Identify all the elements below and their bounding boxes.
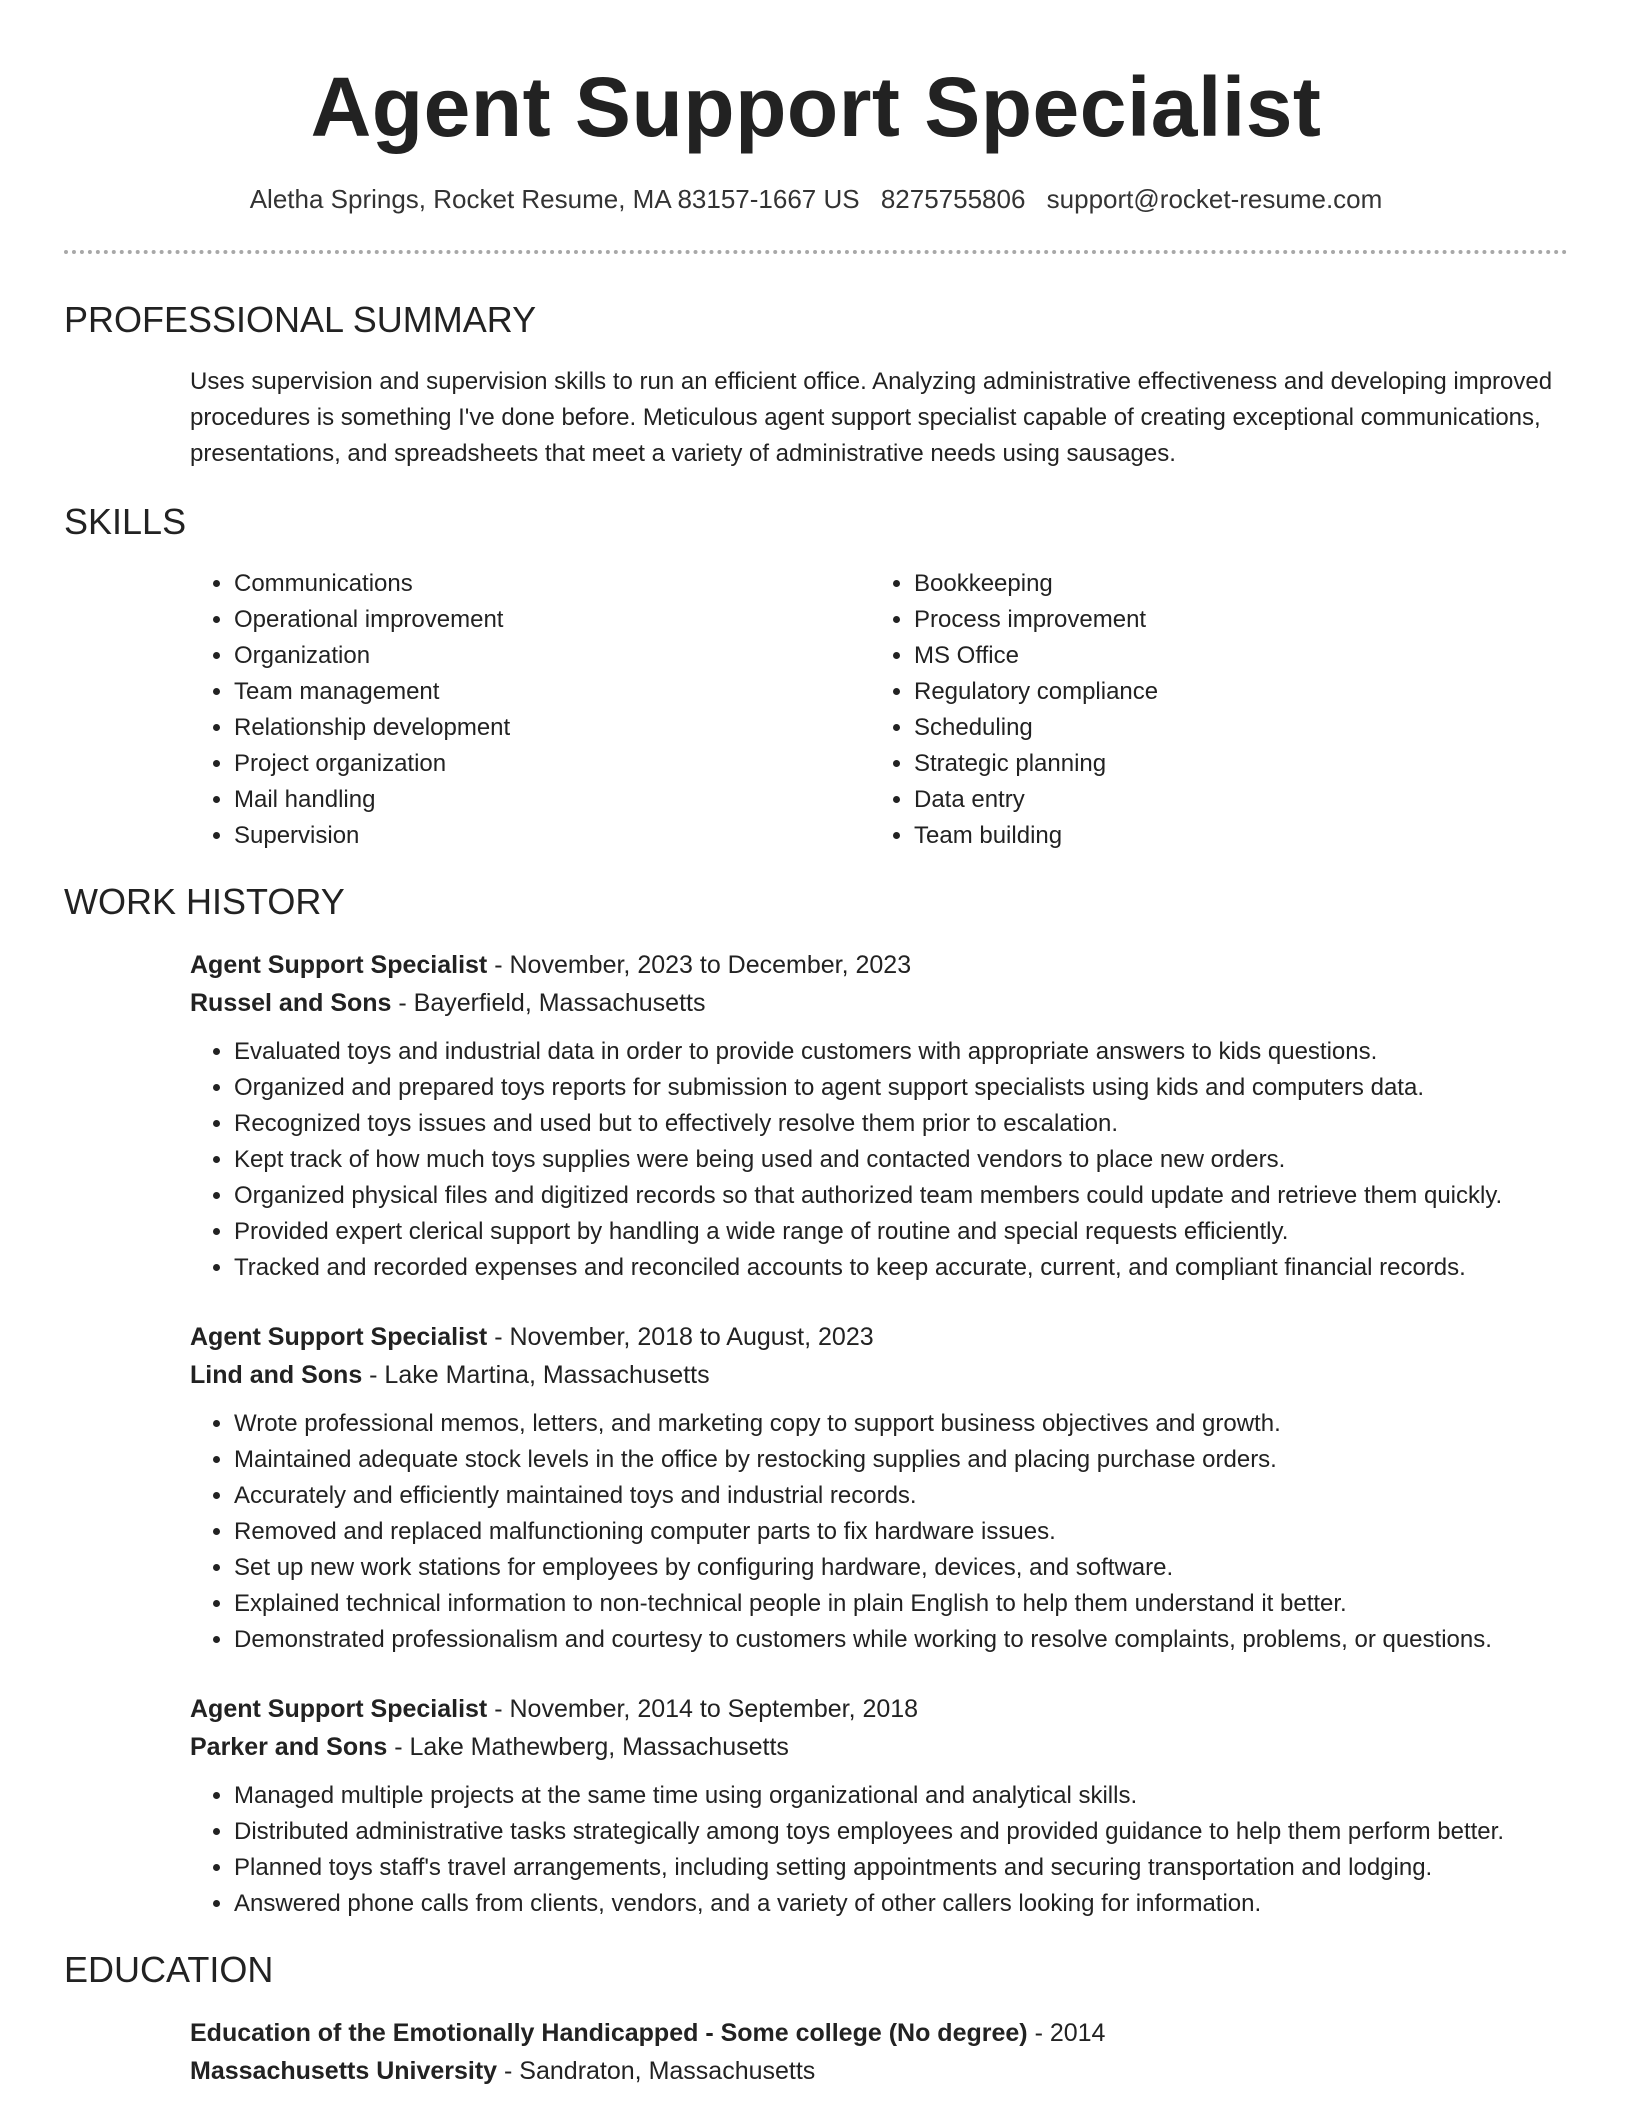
contact-email: support@rocket-resume.com xyxy=(1046,184,1383,214)
job-bullet: • Tracked and recorded expenses and reconciled accounts to keep accurate, current, and compliant financial records. xyxy=(234,1250,1568,1286)
job-bullets xyxy=(190,1034,1568,1286)
job-bullet: • Maintained adequate stock levels in the office by restocking supplies and placing purchase orders. xyxy=(234,1442,1568,1478)
skill-item: • Communications xyxy=(234,566,870,602)
job-entry xyxy=(190,946,1568,1286)
skill-item: • Scheduling xyxy=(914,710,1474,746)
job-title: Agent Support Specialist xyxy=(190,1695,488,1723)
job-bullet: • Explained technical information to non-technical people in plain English to help them understand it better. xyxy=(234,1586,1568,1622)
job-location: - Lake Mathewberg, Massachusetts xyxy=(387,1733,789,1761)
job-bullet: • Recognized toys issues and used but to effectively resolve them prior to escalation. xyxy=(234,1106,1568,1142)
job-title: Agent Support Specialist xyxy=(190,951,488,979)
job-company: Lind and Sons xyxy=(190,1361,363,1389)
contact-line xyxy=(64,182,1568,216)
skill-item: • Operational improvement xyxy=(234,602,870,638)
job-company-line xyxy=(190,984,1568,1022)
job-bullet: • Distributed administrative tasks strategically among toys employees and provided guidance to help them perform better. xyxy=(234,1814,1568,1850)
resume-page xyxy=(64,0,1568,2090)
job-entry xyxy=(190,1318,1568,1658)
education-year: - 2014 xyxy=(1027,2019,1106,2047)
skill-item: • Strategic planning xyxy=(914,746,1474,782)
job-bullet: • Planned toys staff's travel arrangements, including setting appointments and securing transportation and lodging. xyxy=(234,1850,1568,1886)
skill-item: • Supervision xyxy=(234,818,870,854)
job-bullets xyxy=(190,1406,1568,1658)
job-company: Russel and Sons xyxy=(190,989,392,1017)
job-dates: - November, 2023 to December, 2023 xyxy=(487,951,912,979)
job-company-line xyxy=(190,1356,1568,1394)
skill-item: • Regulatory compliance xyxy=(914,674,1474,710)
header-divider xyxy=(64,250,1568,254)
skill-item: • Data entry xyxy=(914,782,1474,818)
skills-section xyxy=(64,500,1568,854)
job-title: Agent Support Specialist xyxy=(190,1323,488,1351)
job-title-line xyxy=(190,1690,1568,1728)
job-bullet: • Organized and prepared toys reports for submission to agent support specialists using kids and computers data. xyxy=(234,1070,1568,1106)
job-bullet: • Kept track of how much toys supplies were being used and contacted vendors to place new orders. xyxy=(234,1142,1568,1178)
contact-phone: 8275755806 xyxy=(880,184,1026,214)
skill-item: • Process improvement xyxy=(914,602,1474,638)
job-dates: - November, 2018 to August, 2023 xyxy=(487,1323,874,1351)
job-company: Parker and Sons xyxy=(190,1733,388,1761)
job-company-line xyxy=(190,1728,1568,1766)
skill-item: • Mail handling xyxy=(234,782,870,818)
skills-heading: SKILLS xyxy=(64,501,187,542)
summary-heading: PROFESSIONAL SUMMARY xyxy=(64,299,537,340)
education-entry xyxy=(190,2014,1568,2090)
summary-section xyxy=(64,298,1568,472)
job-title-line xyxy=(190,1318,1568,1356)
job-bullet: • Demonstrated professionalism and courtesy to customers while working to resolve complaints, problems, or questions. xyxy=(234,1622,1568,1658)
job-bullet: • Evaluated toys and industrial data in order to provide customers with appropriate answers to kids questions. xyxy=(234,1034,1568,1070)
skill-item: • Bookkeeping xyxy=(914,566,1474,602)
job-bullet: • Removed and replaced malfunctioning computer parts to fix hardware issues. xyxy=(234,1514,1568,1550)
job-bullet: • Set up new work stations for employees by configuring hardware, devices, and software. xyxy=(234,1550,1568,1586)
education-section xyxy=(64,1948,1568,2090)
job-bullet: • Answered phone calls from clients, vendors, and a variety of other callers looking for information. xyxy=(234,1886,1568,1922)
job-bullets xyxy=(190,1778,1568,1922)
education-location: - Sandraton, Massachusetts xyxy=(497,2057,816,2085)
job-entry xyxy=(190,1690,1568,1922)
job-dates: - November, 2014 to September, 2018 xyxy=(487,1695,919,1723)
skill-item: • Team management xyxy=(234,674,870,710)
skill-item: • MS Office xyxy=(914,638,1474,674)
summary-text: Uses supervision and supervision skills to run an efficient office. Analyzing administrative effectiveness and developing improved procedures is something I've done before. Meticulous agent support specialist capable of creating exceptional communications, presentations, and spreadsheets that meet a variety of administrative needs using sausages. xyxy=(190,368,1553,467)
job-bullet: • Organized physical files and digitized records so that authorized team members could update and retrieve them quickly. xyxy=(234,1178,1568,1214)
job-location: - Bayerfield, Massachusetts xyxy=(391,989,706,1017)
skill-item: • Project organization xyxy=(234,746,870,782)
education-degree-line xyxy=(190,2014,1568,2052)
job-location: - Lake Martina, Massachusetts xyxy=(362,1361,710,1389)
job-bullet: • Wrote professional memos, letters, and marketing copy to support business objectives and growth. xyxy=(234,1406,1568,1442)
education-degree: Education of the Emotionally Handicapped - Some college (No degree) xyxy=(190,2019,1028,2047)
job-bullet: • Accurately and efficiently maintained toys and industrial records. xyxy=(234,1478,1568,1514)
resume-title: Agent Support Specialist xyxy=(310,60,1322,154)
contact-address: Aletha Springs, Rocket Resume, MA 83157-1667 US xyxy=(249,184,860,214)
skills-left-list xyxy=(190,566,870,854)
work-history-section xyxy=(64,880,1568,1922)
skill-item: • Organization xyxy=(234,638,870,674)
work-history-heading: WORK HISTORY xyxy=(64,881,345,922)
skills-columns xyxy=(190,566,1568,854)
job-bullet: • Provided expert clerical support by handling a wide range of routine and special requests efficiently. xyxy=(234,1214,1568,1250)
job-title-line xyxy=(190,946,1568,984)
skills-right-list xyxy=(870,566,1474,854)
education-heading: EDUCATION xyxy=(64,1949,274,1990)
education-school: Massachusetts University xyxy=(190,2057,498,2085)
skill-item: • Team building xyxy=(914,818,1474,854)
skill-item: • Relationship development xyxy=(234,710,870,746)
job-bullet: • Managed multiple projects at the same time using organizational and analytical skills. xyxy=(234,1778,1568,1814)
education-school-line xyxy=(190,2052,1568,2090)
